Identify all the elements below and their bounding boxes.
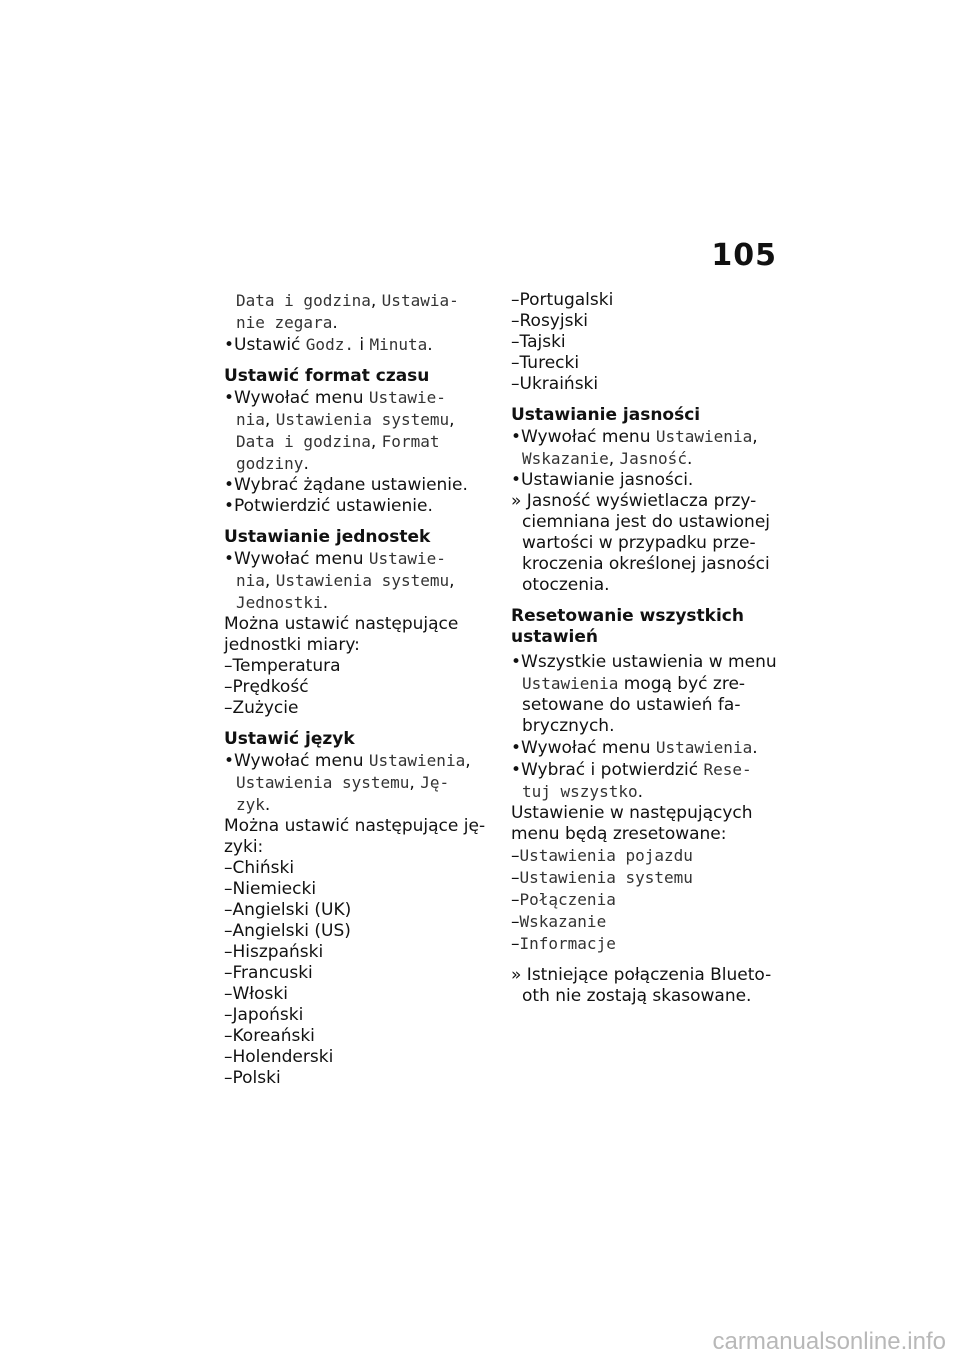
list-item: –Portugalski xyxy=(511,290,614,310)
section-heading-brightness: Ustawianie jasności xyxy=(511,405,701,425)
text-line: nie zegara. xyxy=(236,313,338,333)
list-item: –Holenderski xyxy=(224,1047,334,1067)
bullet-item: •Wywołać menu Ustawienia, xyxy=(511,427,758,447)
bullet-item: •Wybrać i potwierdzić Rese- xyxy=(511,760,752,780)
text-line: wartości w przypadku prze- xyxy=(522,533,756,553)
watermark: carmanualsonline.info xyxy=(712,1328,946,1355)
text-line: jednostki miary: xyxy=(224,635,360,655)
text-line: oth nie zostają skasowane. xyxy=(522,986,752,1006)
list-item: –Ukraiński xyxy=(511,374,599,394)
list-item: –Ustawienia systemu xyxy=(511,868,693,888)
list-item: –Ustawienia pojazdu xyxy=(511,846,693,866)
bullet-item: •Wybrać żądane ustawienie. xyxy=(224,475,468,495)
text-line: Można ustawić następujące xyxy=(224,614,459,634)
text-line: nia, Ustawienia systemu, xyxy=(236,571,455,591)
text-line: ciemniana jest do ustawionej xyxy=(522,512,771,532)
page-number: 105 xyxy=(711,238,777,273)
text-line: Jednostki. xyxy=(236,593,329,613)
list-item: –Rosyjski xyxy=(511,311,589,331)
text-line: Wskazanie, Jasność. xyxy=(522,449,693,469)
list-item: –Japoński xyxy=(224,1005,304,1025)
list-item: –Polski xyxy=(224,1068,281,1088)
text-line: brycznych. xyxy=(522,716,615,736)
text-line: Ustawienia mogą być zre- xyxy=(522,674,746,694)
section-heading-units: Ustawianie jednostek xyxy=(224,527,431,547)
text-line: Data i godzina, Ustawia- xyxy=(236,291,459,311)
result-item: » Jasność wyświetlacza przy- xyxy=(511,491,757,511)
text-line: zyk. xyxy=(236,795,271,815)
section-heading-reset: Resetowanie wszystkich xyxy=(511,606,744,626)
section-heading-format: Ustawić format czasu xyxy=(224,366,430,386)
text-line: tuj wszystko. xyxy=(522,782,643,802)
list-item: –Prędkość xyxy=(224,677,309,697)
text-line: Można ustawić następujące ję- xyxy=(224,816,486,836)
text-line: godziny. xyxy=(236,454,309,474)
result-item: » Istniejące połączenia Blueto- xyxy=(511,965,772,985)
bullet-item: •Potwierdzić ustawienie. xyxy=(224,496,433,516)
list-item: –Połączenia xyxy=(511,890,616,910)
text-line: kroczenia określonej jasności xyxy=(522,554,770,574)
list-item: –Koreański xyxy=(224,1026,315,1046)
list-item: –Chiński xyxy=(224,858,295,878)
bullet-item: •Ustawianie jasności. xyxy=(511,470,694,490)
left-column xyxy=(224,290,494,1089)
list-item: –Turecki xyxy=(511,353,580,373)
bullet-item: •Ustawić Godz. i Minuta. xyxy=(224,335,433,355)
list-item: –Włoski xyxy=(224,984,288,1004)
list-item: –Francuski xyxy=(224,963,313,983)
text-line: Data i godzina, Format xyxy=(236,432,440,452)
list-item: –Temperatura xyxy=(224,656,341,676)
bullet-item: •Wywołać menu Ustawie- xyxy=(224,549,446,569)
text-line: nia, Ustawienia systemu, xyxy=(236,410,455,430)
right-column xyxy=(511,290,786,1007)
text-line: menu będą zresetowane: xyxy=(511,824,727,844)
section-heading-reset-cont: ustawień xyxy=(511,627,598,647)
bullet-item: •Wywołać menu Ustawienia, xyxy=(224,751,471,771)
list-item: –Wskazanie xyxy=(511,912,607,932)
text-line: Ustawienie w następujących xyxy=(511,803,753,823)
list-item: –Angielski (UK) xyxy=(224,900,352,920)
list-item: –Niemiecki xyxy=(224,879,317,899)
section-heading-language: Ustawić język xyxy=(224,729,355,749)
spacer xyxy=(511,955,786,965)
text-line: zyki: xyxy=(224,837,264,857)
text-line: setowane do ustawień fa- xyxy=(522,695,741,715)
bullet-item: •Wywołać menu Ustawie- xyxy=(224,388,446,408)
text-line: Ustawienia systemu, Ję- xyxy=(236,773,450,793)
text-line: otoczenia. xyxy=(522,575,610,595)
list-item: –Zużycie xyxy=(224,698,299,718)
list-item: –Informacje xyxy=(511,934,616,954)
bullet-item: •Wszystkie ustawienia w menu xyxy=(511,652,777,672)
list-item: –Hiszpański xyxy=(224,942,324,962)
bullet-item: •Wywołać menu Ustawienia. xyxy=(511,738,758,758)
list-item: –Tajski xyxy=(511,332,566,352)
list-item: –Angielski (US) xyxy=(224,921,351,941)
